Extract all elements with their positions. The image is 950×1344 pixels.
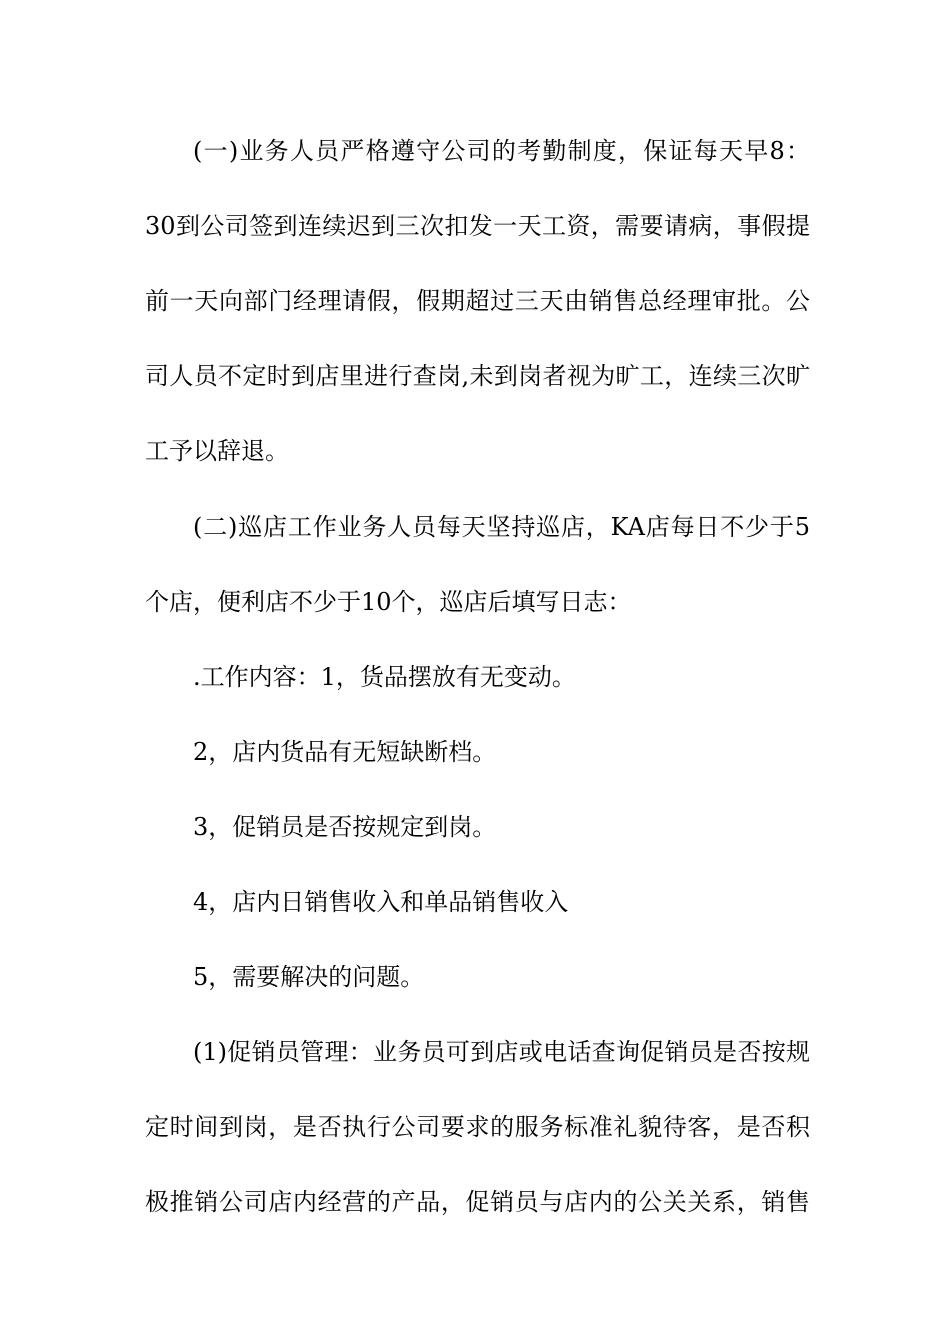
work-item-3: 3，促销员是否按规定到岗。 bbox=[193, 813, 497, 841]
paragraph-3-line-2: 定时间到岗，是否执行公司要求的服务标准礼貌待客，是否积 bbox=[145, 1113, 810, 1141]
work-item-4: 4，店内日销售收入和单品销售收入 bbox=[193, 888, 569, 916]
paragraph-1-line-1: (一)业务人员严格遵守公司的考勤制度，保证每天早8： bbox=[193, 137, 810, 165]
paragraph-1-line-2: 30到公司签到连续迟到三次扣发一天工资，需要请病，事假提 bbox=[145, 212, 810, 240]
paragraph-3-line-3: 极推销公司店内经营的产品，促销员与店内的公关关系，销售 bbox=[145, 1188, 810, 1216]
paragraph-1-line-5: 工予以辞退。 bbox=[145, 437, 289, 465]
paragraph-2-line-1: (二)巡店工作业务人员每天坚持巡店，KA店每日不少于5 bbox=[193, 513, 810, 541]
paragraph-2-line-2: 个店，便利店不少于10个，巡店后填写日志： bbox=[145, 588, 632, 616]
paragraph-3-line-1: (1)促销员管理：业务员可到店或电话查询促销员是否按规 bbox=[193, 1038, 810, 1066]
work-item-5: 5，需要解决的问题。 bbox=[193, 963, 425, 991]
paragraph-1-line-4: 司人员不定时到店里进行查岗,未到岗者视为旷工，连续三次旷 bbox=[145, 362, 810, 390]
work-content-line: .工作内容：1，货品摆放有无变动。 bbox=[193, 663, 576, 691]
work-item-2: 2，店内货品有无短缺断档。 bbox=[193, 738, 497, 766]
paragraph-1-line-3: 前一天向部门经理请假，假期超过三天由销售总经理审批。公 bbox=[145, 287, 810, 315]
